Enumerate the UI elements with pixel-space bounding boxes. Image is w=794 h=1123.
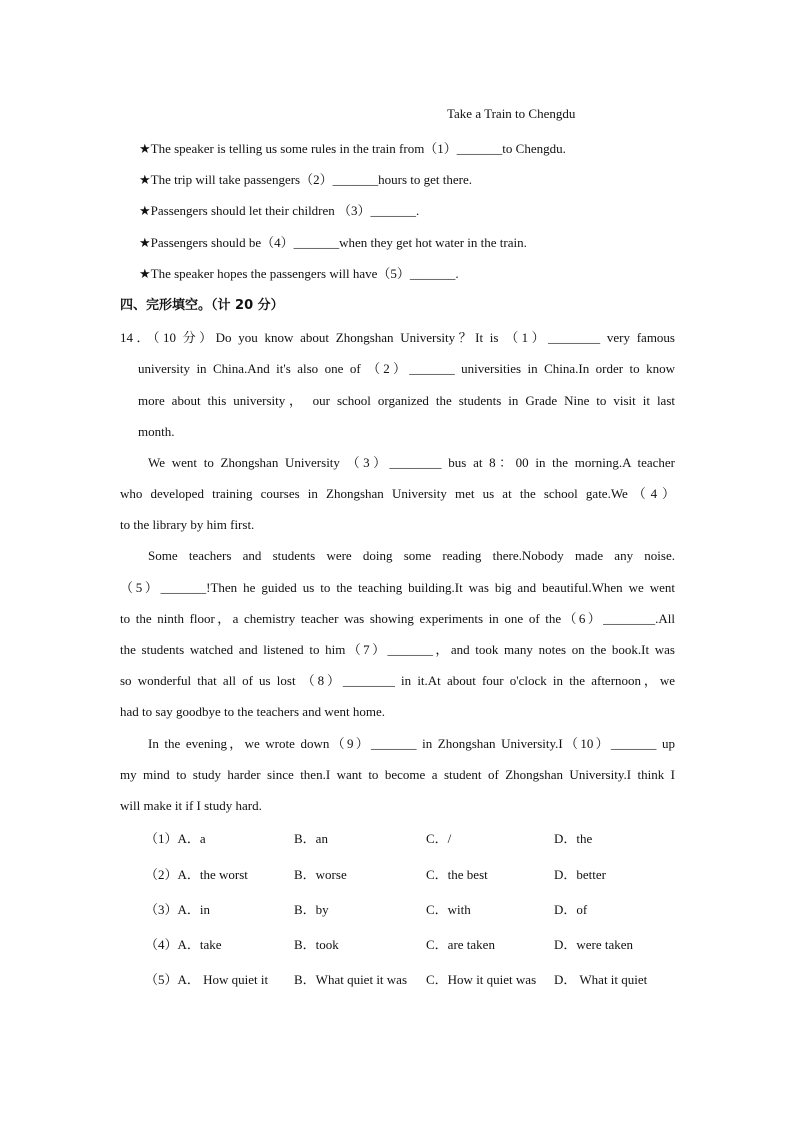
option-c: C．How it quiet was — [426, 972, 537, 987]
passage-line: to the ninth floor，a chemistry teacher was showing experiments in one of the（6）________.All — [120, 611, 675, 626]
passage-line: will make it if I study hard. — [120, 798, 262, 813]
listening-item: ★The speaker is telling us some rules in the train from（1）_______to Chengdu. — [139, 141, 566, 156]
option-c: C．are taken — [426, 937, 495, 952]
option-a: （5）A． How quiet it — [145, 972, 269, 987]
passage-line: had to say goodbye to the teachers and went home. — [120, 704, 385, 719]
passage-line: university in China.And it's also one of （2）_______ universities in China.In order to know — [138, 361, 675, 376]
option-d: D．the — [554, 831, 593, 846]
option-d: D．better — [554, 867, 606, 882]
listening-item: ★Passengers should let their children （3）_______. — [139, 203, 420, 218]
listening-item: ★The speaker hopes the passengers will have（5）_______. — [139, 266, 459, 281]
passage-line: month. — [138, 424, 175, 439]
option-d: D． What it quiet — [554, 972, 648, 987]
option-b: B．took — [294, 937, 339, 952]
passage-line: so wonderful that all of us lost （8）________ in it.At about four o'clock in the afternoon，we — [120, 673, 675, 688]
passage-line: more about this university， our school organized the students in Grade Nine to visit it last — [138, 393, 675, 408]
option-a: （1）A．a — [145, 831, 206, 846]
option-b: B．What quiet it was — [294, 972, 408, 987]
option-c: C．/ — [426, 831, 452, 846]
option-d: D．of — [554, 902, 588, 917]
listening-title: Take a Train to Chengdu — [447, 106, 576, 121]
section-heading: 四、完形填空。（计 20 分） — [120, 298, 284, 313]
passage-line: who developed training courses in Zhongshan University met us at the school gate.We（4） — [120, 486, 675, 501]
option-a: （4）A．take — [145, 937, 222, 952]
option-b: B．an — [294, 831, 328, 846]
option-b: B．worse — [294, 867, 347, 882]
option-a: （2）A．the worst — [145, 867, 248, 882]
passage-line: the students watched and listened to him（7）_______，and took many notes on the book.It was — [120, 642, 675, 657]
passage-line: （5）_______!Then he guided us to the teaching building.It was big and beautiful.When we went — [120, 580, 675, 595]
passage-line: my mind to study harder since then.I want to become a student of Zhongshan University.I think I — [120, 767, 675, 782]
passage-line: to the library by him first. — [120, 517, 255, 532]
passage-line: Some teachers and students were doing some reading there.Nobody made any noise. — [148, 548, 675, 563]
listening-item: ★The trip will take passengers（2）_______hours to get there. — [139, 172, 472, 187]
option-a: （3）A．in — [145, 902, 211, 917]
option-b: B．by — [294, 902, 329, 917]
passage-line: We went to Zhongshan University （3）________ bus at 8：00 in the morning.A teacher — [148, 455, 675, 470]
passage-line: In the evening，we wrote down（9）_______ in Zhongshan University.I（10）_______ up — [148, 736, 675, 751]
option-c: C．the best — [426, 867, 488, 882]
option-c: C．with — [426, 902, 471, 917]
option-d: D．were taken — [554, 937, 634, 952]
passage-line: 14．（10 分）Do you know about Zhongshan University？It is （1）________ very famous — [120, 330, 675, 345]
listening-item: ★Passengers should be（4）_______when they get hot water in the train. — [139, 235, 527, 250]
